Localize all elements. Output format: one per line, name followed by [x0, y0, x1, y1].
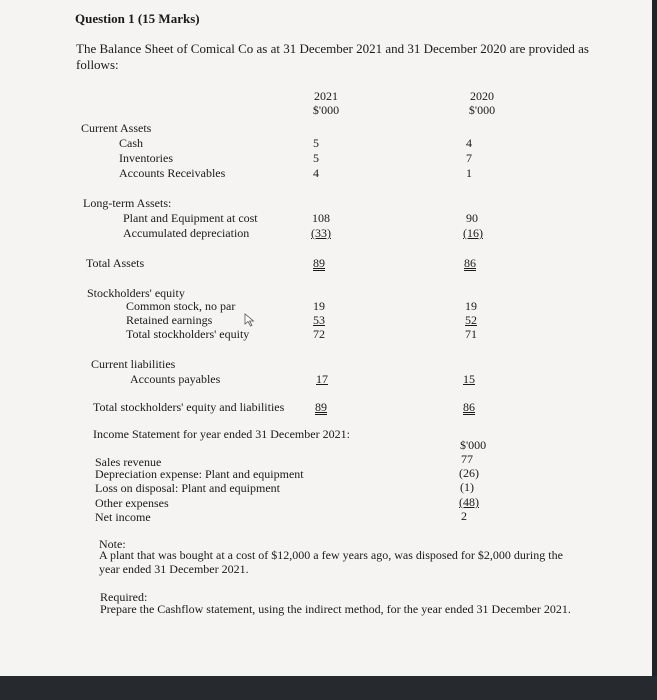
retained-label: Retained earnings: [126, 313, 213, 327]
receivables-label: Accounts Receivables: [119, 166, 226, 180]
ppe-2021: 108: [312, 211, 330, 225]
note-text: A plant that was bought at a cost of $12,000 a few years ago, was disposed for $2,000 during the year ended 31 December 2021.: [99, 548, 563, 576]
depreciation-value: (26): [459, 466, 479, 480]
total-assets-2021: 89: [313, 256, 325, 270]
other-expenses-value: (48): [459, 495, 479, 509]
long-term-heading: Long-term Assets:: [83, 196, 172, 210]
inventories-2020: 7: [466, 151, 472, 165]
total-assets-2020: 86: [464, 256, 476, 270]
screen-bottom-edge: [0, 676, 657, 700]
receivables-2020: 1: [466, 166, 472, 180]
total-equity-label: Total stockholders' equity: [126, 327, 250, 341]
required-heading: Required:: [100, 590, 148, 604]
ppe-label: Plant and Equipment at cost: [123, 211, 258, 225]
col-2021-year: 2021: [314, 89, 338, 103]
cash-label: Cash: [119, 136, 143, 150]
mouse-cursor-icon: [244, 313, 256, 327]
inventories-label: Inventories: [119, 151, 173, 165]
net-income-label: Net income: [95, 510, 151, 524]
accdep-2020: (16): [463, 226, 483, 240]
col-2020-unit: $'000: [468, 103, 496, 117]
inventories-2021: 5: [313, 151, 319, 165]
common-stock-2021: 19: [313, 299, 325, 313]
income-unit: $'000: [460, 438, 487, 452]
common-stock-2020: 19: [465, 299, 477, 313]
total-assets-label: Total Assets: [86, 256, 145, 270]
loss-label: Loss on disposal: Plant and equipment: [95, 481, 280, 495]
total-equity-2021: 72: [313, 327, 325, 341]
cash-2020: 4: [466, 136, 472, 150]
question-intro: The Balance Sheet of Comical Co as at 31 December 2021 and 31 December 2020 are provided as follows:: [76, 41, 589, 72]
total-eq-liab-label: Total stockholders' equity and liabilities: [93, 400, 285, 414]
payables-label: Accounts payables: [130, 372, 221, 386]
other-expenses-label: Other expenses: [95, 496, 169, 510]
total-equity-2020: 71: [465, 327, 477, 341]
cash-2021: 5: [313, 136, 319, 150]
loss-value: (1): [460, 480, 474, 494]
depreciation-label: Depreciation expense: Plant and equipment: [95, 467, 304, 481]
receivables-2021: 4: [313, 166, 319, 180]
ppe-2020: 90: [466, 211, 478, 225]
payables-2020: 15: [463, 372, 475, 386]
liabilities-heading: Current liabilities: [91, 357, 176, 371]
total-eq-liab-2020: 86: [463, 400, 475, 414]
retained-2020: 52: [465, 313, 477, 327]
equity-heading: Stockholders' equity: [87, 286, 185, 300]
required-text: Prepare the Cashflow statement, using the indirect method, for the year ended 31 December 2021.: [100, 602, 571, 616]
current-assets-heading: Current Assets: [81, 121, 152, 135]
note-heading: Note:: [99, 537, 126, 551]
common-stock-label: Common stock, no par: [126, 299, 236, 313]
sales-label: Sales revenue: [95, 455, 162, 469]
col-2021-unit: $'000: [312, 103, 340, 117]
payables-2021: 17: [316, 372, 328, 386]
total-eq-liab-2021: 89: [315, 400, 327, 414]
income-statement-heading: Income Statement for year ended 31 December 2021:: [93, 427, 350, 441]
accdep-2021: (33): [311, 226, 331, 240]
question-title: Question 1 (15 Marks): [75, 11, 200, 26]
col-2020-year: 2020: [470, 89, 494, 103]
accdep-label: Accumulated depreciation: [123, 226, 250, 240]
retained-2021: 53: [313, 313, 325, 327]
net-income-value: 2: [461, 509, 467, 523]
sales-value: 77: [461, 452, 473, 466]
